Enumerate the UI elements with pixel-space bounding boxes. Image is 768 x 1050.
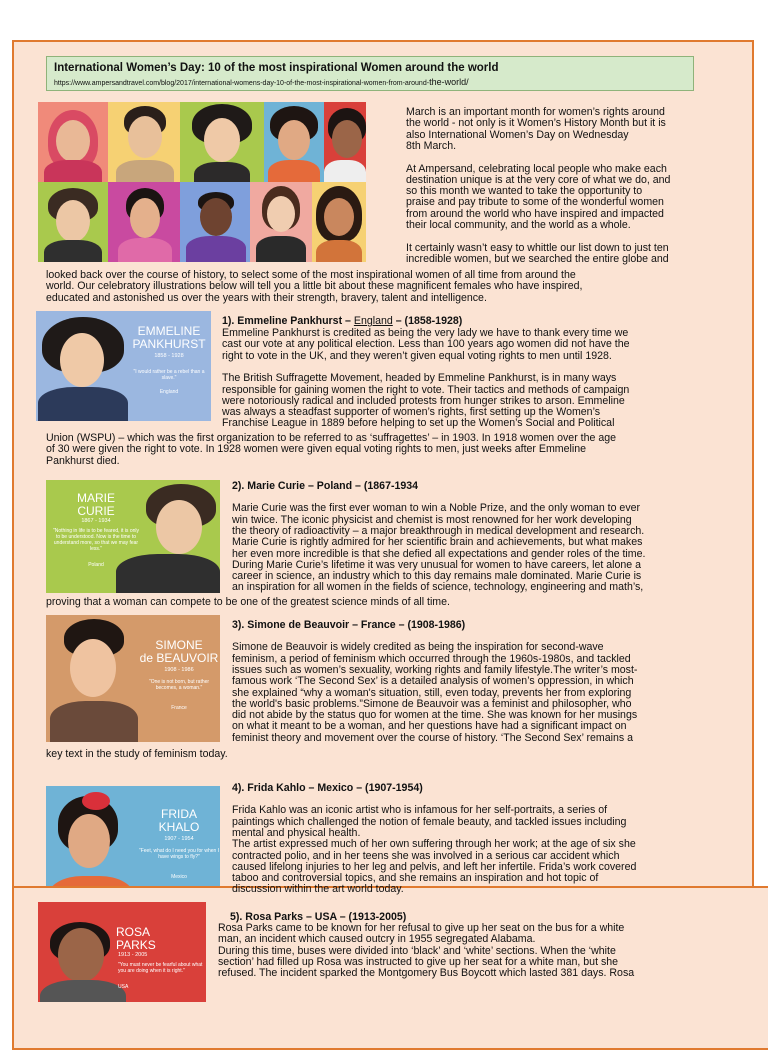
text-line: The artist expressed much of her own suffering through her work; at the age of six she	[232, 838, 636, 851]
portrait-9	[250, 182, 312, 262]
card-country: USA	[118, 984, 129, 990]
text-line: from around the world who have inspired and impacted	[406, 207, 664, 220]
card-name: SIMONE de BEAUVOIR	[139, 638, 219, 665]
text-line: destination unique is at the very core of what we do, and	[406, 173, 671, 186]
text-line: the world - not only is it Women’s History Month but it is	[406, 117, 666, 130]
text-line: an inspiration for all women in the fields of science, technology, engineering and math’s,	[232, 581, 644, 594]
text-line: discussion within the art world today.	[232, 883, 404, 896]
text-line: issues such as women’s sexuality, working rights and family lifestyle.The writer’s most-	[232, 663, 638, 676]
text-line: Franchise League in 1889 before helping to set up the Women’s Social and Political	[222, 417, 615, 430]
card-name: MARIE CURIE	[76, 491, 115, 518]
text-line: Pankhurst died.	[46, 454, 120, 467]
text-line: so this month we wanted to take the opportunity to	[406, 185, 643, 198]
text-line: were notoriously radical and included protests from hunger strikes to arson. Emmeline	[222, 394, 625, 407]
text-line: their local community, and the world as a whole.	[406, 219, 631, 231]
article-header-box	[46, 56, 694, 91]
portrait-7	[108, 182, 180, 262]
card-name: ROSA PARKS	[116, 925, 156, 952]
text-line: Union (WSPU) – which was the first organization to be referred to as ‘suffragettes’ – in 1903. In 1918 women over the age	[46, 432, 617, 444]
text-line: Emmeline Pankhurst is credited as being the very lady we have to thank every time we	[222, 327, 629, 339]
text-line: The British Suffragette Movement, headed by Emmeline Pankhurst, is in many ways	[222, 372, 617, 385]
card-country: England	[159, 389, 179, 395]
portraits-grid-image	[38, 102, 366, 262]
card-quote: "One is not born, but rather becomes, a woman."	[148, 679, 210, 691]
text-line: did not abide by the status quo for women at the time. She was known for her musings	[232, 709, 638, 722]
text-line: the world's basic problems.”Simone de Beauvoir was a feminist and philosopher, who	[232, 697, 632, 710]
article-title: International Women’s Day: 10 of the most inspirational Women around the world	[54, 62, 499, 74]
portrait-4	[264, 102, 324, 182]
card-country: Mexico	[171, 874, 187, 880]
text-line: was always a steadfast supporter of women’s rights, first setting up the Women’s	[222, 406, 601, 419]
card-quote: "Feet, what do I need you for when I have wings to fly?"	[138, 848, 220, 860]
text-line: During Marie Curie’s lifetime it was very unusual for women to have careers, let alone a	[232, 558, 642, 571]
text-line: Marie Curie was the first ever woman to win a Noble Prize, and the only woman to ever	[232, 502, 641, 515]
text-line: section’ had filled up Rosa was instructed to give up her seat for a white man, but she	[218, 955, 619, 968]
text-line: taboo and controversial topics, and she remains an inspiration and hot topic of	[232, 872, 599, 885]
text-line: Frida Kahlo was an iconic artist who is infamous for her self-portraits, a series of	[232, 804, 608, 817]
emmeline-pankhurst-card-image	[36, 311, 211, 421]
text-line: praise and pay tribute to some of the wonderful women	[406, 196, 664, 209]
text-line: career in science, an industry which to this day remains male dominated. Marie Curie is	[232, 570, 642, 583]
text-line: feminist theory and movement over the course of history. ‘The Second Sex’ remains a	[232, 731, 633, 744]
text-line: on what it meant to be a woman, and her questions have had a significant impact on	[232, 720, 627, 733]
text-line: It certainly wasn’t easy to whittle our list down to just ten	[406, 241, 669, 254]
text-line: win twice. The iconic physicist and chemist is most renowned for her work developing	[232, 513, 632, 526]
card-years: 1913 - 2005	[118, 952, 148, 958]
text-line: responsible for gaining women the right to vote. Their tactics and methods of campaign	[222, 383, 630, 396]
text-line: During this time, buses were divided into ‘black’ and ‘white’ sections. When the ‘white	[218, 944, 616, 957]
text-line: At Ampersand, celebrating local people who make each	[406, 162, 667, 175]
portrait-10	[312, 182, 366, 262]
text-line: her even more incredible is that she defied all expectations and gender roles of the time.	[232, 547, 646, 560]
text-line: man, an incident which caused outcry in 1955 segregated Alabama.	[218, 933, 536, 946]
text-line: refused. The incident sparked the Montgomery Bus Boycott which lasted 381 days. Rosa	[218, 967, 635, 980]
text-line: educated and astonished us over the years with their strength, bravery, talent and intelligence.	[46, 291, 487, 304]
text-line: world. Our celebratory illustrations below will tell you a little bit about these magnificent females who have inspired,	[46, 280, 583, 293]
text-line: she explained “why a woman's situation, still, even today, prevents her from exploring	[232, 686, 632, 699]
section-title: 2). Marie Curie – Poland – (1867-1934	[232, 480, 419, 492]
card-name: FRIDA KHALO	[158, 807, 200, 834]
text-line: Marie Curie is rightly admired for her scientific brain and achievements, but what makes	[232, 536, 643, 549]
text-line: right to vote in the UK, and they weren’t given equal voting rights to men until 1928.	[222, 349, 612, 362]
card-years: 1907 - 1954	[164, 836, 194, 842]
section-title: 4). Frida Kahlo – Mexico – (1907-1954)	[232, 782, 423, 794]
section-title: 5). Rosa Parks – USA – (1913-2005)	[230, 911, 407, 923]
section-title: 1). Emmeline Pankhurst – England – (1858-1928)	[222, 315, 463, 327]
text-line: March is an important month for women’s rights around	[406, 106, 665, 118]
text-line: the theory of radioactivity – a major breakthrough in medical development and research.	[232, 524, 645, 537]
card-country: France	[171, 705, 187, 711]
text-line: caused lifelong injuries to her leg and pelvis, and left her infertile. Frida’s work covered	[232, 860, 637, 873]
portrait-2	[108, 102, 180, 182]
text-line: 8th March.	[406, 139, 457, 152]
card-quote: "I would rather be a rebel than a slave."	[133, 369, 205, 381]
text-line: cast our vote at any political election. Less than 100 years ago women did not have the	[222, 338, 630, 351]
card-years: 1867 - 1934	[81, 518, 111, 524]
portrait-3	[180, 102, 264, 182]
text-line: key text in the study of feminism today.	[46, 748, 228, 760]
card-name: EMMELINE PANKHURST	[132, 324, 206, 351]
text-line: looked back over the course of history, to select some of the most inspirational women of all time from around the	[46, 269, 576, 281]
text-line: incredible women, but we searched the entire globe and	[406, 252, 669, 265]
rosa-parks-card-image	[38, 902, 206, 1002]
text-line: contracted polio, and in her teens she was involved in a serious car accident which	[232, 849, 620, 862]
portrait-1	[38, 102, 108, 182]
text-line: famous work ‘The Second Sex’ is a detailed analysis of women’s oppression, in which	[232, 675, 634, 688]
text-line: feminism, a period of feminism which occurred through the 1960s-1980s, and tackled	[232, 652, 631, 665]
card-years: 1908 - 1986	[164, 667, 194, 673]
section-title: 3). Simone de Beauvoir – France – (1908-1986)	[232, 619, 466, 631]
marie-curie-card-image	[46, 480, 220, 593]
text-line: Simone de Beauvoir is widely credited as being the inspiration for second-wave	[232, 641, 604, 654]
text-line: paintings which challenged the notion of female beauty, and tackled issues including	[232, 815, 627, 828]
simone-de-beauvoir-card-image	[46, 615, 220, 742]
card-quote: "Nothing in life is to be feared, it is only to be understood. Now is the time to understand more, so that we may fear less."	[53, 528, 139, 552]
portrait-8	[180, 182, 250, 262]
card-country: Poland	[88, 562, 104, 568]
card-quote: "You must never be fearful about what you are doing when it is right."	[118, 962, 203, 974]
card-years: 1858 - 1928	[154, 353, 184, 359]
portrait-5	[324, 102, 366, 182]
text-line: of 30 were given the right to vote. In 1928 women were given equal voting rights to men, just weeks after Emmeline	[46, 443, 586, 456]
portrait-6	[38, 182, 108, 262]
text-line: Rosa Parks came to be known for her refusal to give up her seat on the bus for a white	[218, 922, 625, 934]
article-url[interactable]: https://www.ampersandtravel.com/blog/2017/international-womens-day-10-of-the-most-inspirational-women-from-around-the-world/	[54, 77, 469, 87]
text-line: mental and physical health.	[232, 826, 361, 839]
england-link[interactable]: England	[353, 315, 393, 327]
text-line: also International Women’s Day on Wednesday	[406, 128, 629, 141]
text-line: proving that a woman can compete to be one of the greatest science minds of all time.	[46, 596, 450, 608]
